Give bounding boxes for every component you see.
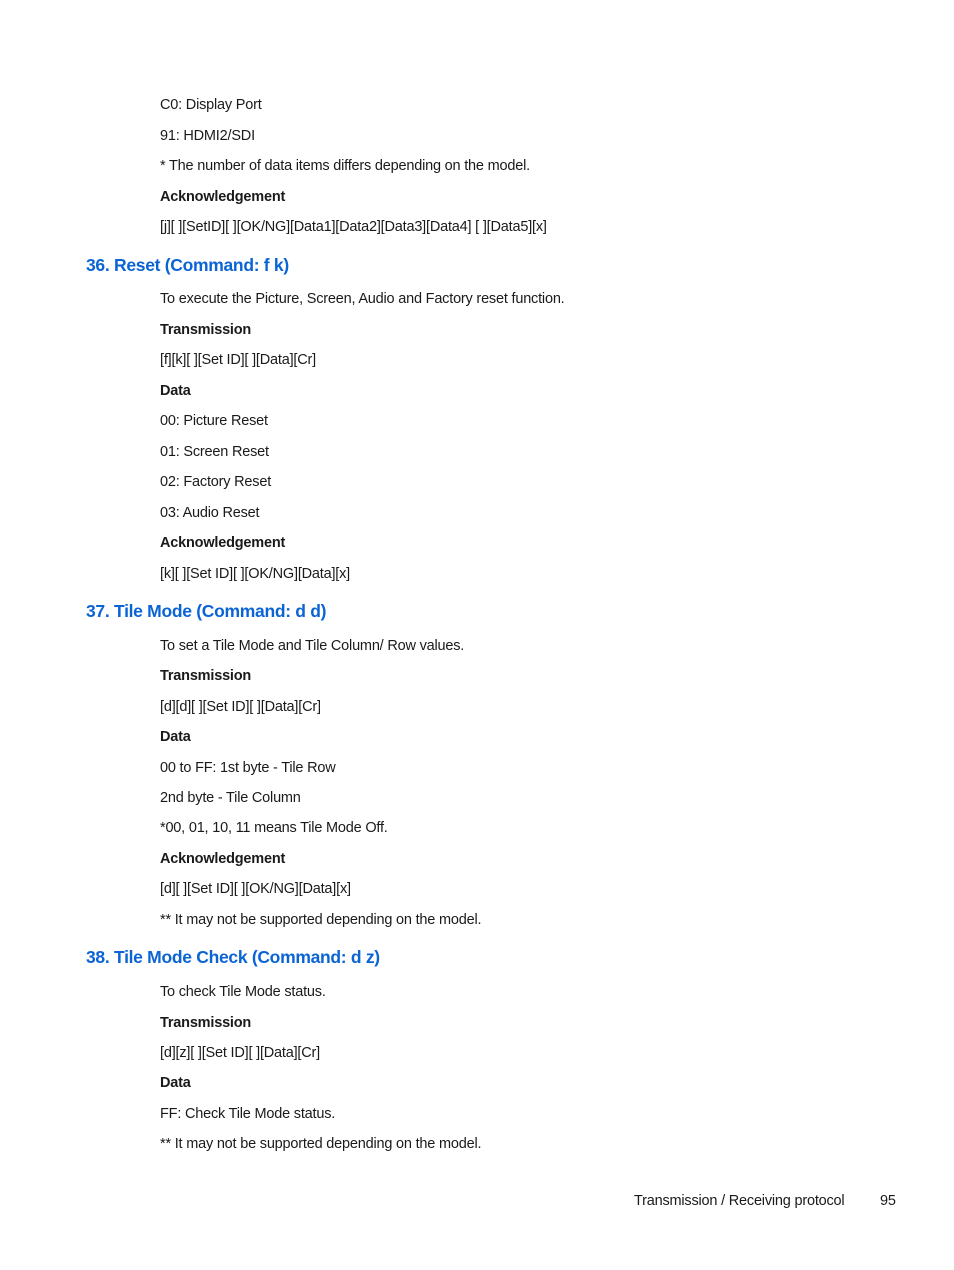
data-item: 01: Screen Reset <box>160 444 269 460</box>
section-heading-tile-mode: 37. Tile Mode (Command: d d) <box>86 601 327 621</box>
transmission-label: Transmission <box>160 322 252 338</box>
section-description: To set a Tile Mode and Tile Column/ Row values. <box>160 638 465 654</box>
acknowledgement-label: Acknowledgement <box>160 189 286 205</box>
data-item: 00 to FF: 1st byte - Tile Row <box>160 760 336 776</box>
data-label: Data <box>160 729 191 745</box>
data-item: 02: Factory Reset <box>160 474 272 490</box>
data-item: 2nd byte - Tile Column <box>160 790 301 806</box>
model-note: * The number of data items differs depending on the model. <box>160 158 530 174</box>
acknowledgement-value: [k][ ][Set ID][ ][OK/NG][Data][x] <box>160 566 351 582</box>
acknowledgement-value: [d][ ][Set ID][ ][OK/NG][Data][x] <box>160 881 351 897</box>
footer-section-title: Transmission / Receiving protocol <box>634 1193 845 1209</box>
transmission-value: [d][z][ ][Set ID][ ][Data][Cr] <box>160 1045 320 1061</box>
acknowledgement-label: Acknowledgement <box>160 535 286 551</box>
section-description: To check Tile Mode status. <box>160 984 326 1000</box>
data-item: 03: Audio Reset <box>160 505 260 521</box>
transmission-label: Transmission <box>160 1015 252 1031</box>
data-item: *00, 01, 10, 11 means Tile Mode Off. <box>160 820 388 836</box>
data-item: FF: Check Tile Mode status. <box>160 1106 336 1122</box>
section-heading-reset: 36. Reset (Command: f k) <box>86 255 289 275</box>
transmission-value: [d][d][ ][Set ID][ ][Data][Cr] <box>160 699 321 715</box>
data-item-c0: C0: Display Port <box>160 97 262 113</box>
model-support-note: ** It may not be supported depending on the model. <box>160 1136 482 1152</box>
page-number: 95 <box>880 1193 896 1209</box>
data-label: Data <box>160 383 191 399</box>
transmission-label: Transmission <box>160 668 252 684</box>
acknowledgement-value: [j][ ][SetID][ ][OK/NG][Data1][Data2][Data3][Data4] [ ][Data5][x] <box>160 219 547 235</box>
data-item: 00: Picture Reset <box>160 413 268 429</box>
data-item-91: 91: HDMI2/SDI <box>160 128 255 144</box>
data-label: Data <box>160 1075 191 1091</box>
transmission-value: [f][k][ ][Set ID][ ][Data][Cr] <box>160 352 316 368</box>
section-heading-tile-mode-check: 38. Tile Mode Check (Command: d z) <box>86 947 380 967</box>
section-description: To execute the Picture, Screen, Audio and Factory reset function. <box>160 291 565 307</box>
model-support-note: ** It may not be supported depending on the model. <box>160 912 482 928</box>
acknowledgement-label: Acknowledgement <box>160 851 286 867</box>
